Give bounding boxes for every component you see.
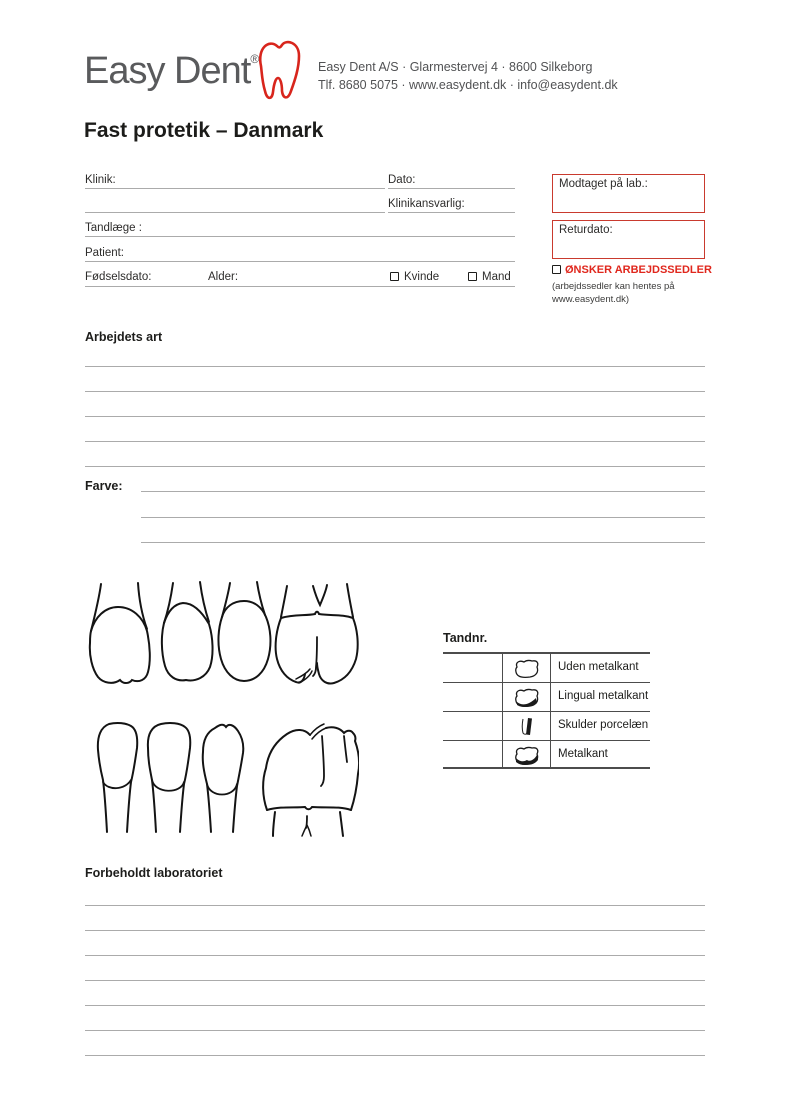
tandnr-row xyxy=(443,741,650,769)
forbeholdt-laboratoriet-heading: Forbeholdt laboratoriet xyxy=(85,866,223,880)
registered-trademark: ® xyxy=(250,52,260,66)
patient-label: Patient: xyxy=(85,247,124,259)
page-title: Fast protetik – Danmark xyxy=(84,119,324,142)
laboratoriet-line xyxy=(85,1055,705,1056)
arbejdssedler-note-line1: (arbejdssedler kan hentes på xyxy=(552,281,675,292)
logo-wordmark: Easy Dent xyxy=(84,50,251,92)
kvinde-option xyxy=(390,271,439,283)
tandlaege-line xyxy=(85,236,515,237)
arbejdssedler-note-line2: www.easydent.dk) xyxy=(552,294,630,305)
laboratoriet-line xyxy=(85,955,705,956)
tandlaege-label: Tandlæge : xyxy=(85,222,142,234)
laboratoriet-line xyxy=(85,1005,705,1006)
oensker-arbejdssedler-option xyxy=(552,264,712,276)
tooth-lingual-metalkant-icon xyxy=(509,686,545,709)
tandnr-table xyxy=(443,652,650,769)
tooth-skulder-porcelaen-icon xyxy=(509,715,545,738)
foedselsdato-label: Fødselsdato: xyxy=(85,271,152,283)
lower-teeth-diagram xyxy=(93,720,359,838)
laboratoriet-line xyxy=(85,905,705,906)
table-divider xyxy=(502,654,503,682)
modtaget-paa-lab-label: Modtaget på lab.: xyxy=(559,178,648,190)
dato-line xyxy=(388,188,515,189)
mand-checkbox[interactable] xyxy=(468,272,477,281)
laboratoriet-line xyxy=(85,1030,705,1031)
farve-line xyxy=(141,517,705,518)
table-divider xyxy=(550,712,551,740)
klinikansvarlig-line xyxy=(388,212,515,213)
mand-option xyxy=(468,271,511,283)
laboratoriet-line xyxy=(85,980,705,981)
modtaget-paa-lab-box xyxy=(552,174,705,213)
arbejdets-art-line xyxy=(85,416,705,417)
klinikansvarlig-label: Klinikansvarlig: xyxy=(388,198,465,210)
tooth-metalkant-icon xyxy=(509,744,545,767)
farve-line xyxy=(141,542,705,543)
table-divider xyxy=(502,741,503,769)
table-divider xyxy=(550,741,551,769)
laboratoriet-line xyxy=(85,930,705,931)
table-divider xyxy=(502,683,503,711)
returdato-label: Returdato: xyxy=(559,224,613,236)
kvinde-label: Kvinde xyxy=(404,271,440,283)
oensker-arbejdssedler-label: ØNSKER ARBEJDSSEDLER xyxy=(565,264,712,276)
tandnr-row-label: Lingual metalkant xyxy=(558,690,649,702)
tooth-logo-icon xyxy=(252,36,306,108)
kvinde-checkbox[interactable] xyxy=(390,272,399,281)
tandnr-row-label: Uden metalkant xyxy=(558,661,639,673)
table-divider xyxy=(550,683,551,711)
farve-line xyxy=(141,491,705,492)
oensker-arbejdssedler-checkbox[interactable] xyxy=(552,265,561,274)
klinik-line-2 xyxy=(85,212,385,213)
tandnr-row-label: Metalkant xyxy=(558,748,608,760)
klinik-label: Klinik: xyxy=(85,174,116,186)
tandnr-row xyxy=(443,683,650,712)
arbejdets-art-line xyxy=(85,391,705,392)
arbejdets-art-line xyxy=(85,366,705,367)
foedselsdato-line xyxy=(85,286,515,287)
mand-label: Mand xyxy=(482,271,511,283)
returdato-box xyxy=(552,220,705,259)
tandnr-row xyxy=(443,712,650,741)
tooth-uden-metalkant-icon xyxy=(509,657,545,680)
klinik-line xyxy=(85,188,385,189)
easy-dent-logo xyxy=(84,50,259,93)
tandnr-row xyxy=(443,654,650,683)
patient-line xyxy=(85,261,515,262)
arbejdets-art-heading: Arbejdets art xyxy=(85,330,163,344)
tandnr-row-label: Skulder porcelæn xyxy=(558,719,649,731)
upper-teeth-diagram xyxy=(88,577,360,692)
table-divider xyxy=(550,654,551,682)
company-contact: Tlf. 8680 5075 · www.easydent.dk · info@easydent.dk xyxy=(318,78,618,92)
arbejdets-art-line xyxy=(85,441,705,442)
company-address: Easy Dent A/S · Glarmestervej 4 · 8600 Silkeborg xyxy=(318,60,593,74)
dato-label: Dato: xyxy=(388,174,416,186)
arbejdets-art-line xyxy=(85,466,705,467)
alder-label: Alder: xyxy=(208,271,239,283)
farve-label: Farve: xyxy=(85,479,123,493)
table-divider xyxy=(502,712,503,740)
tandnr-heading: Tandnr. xyxy=(443,631,488,645)
